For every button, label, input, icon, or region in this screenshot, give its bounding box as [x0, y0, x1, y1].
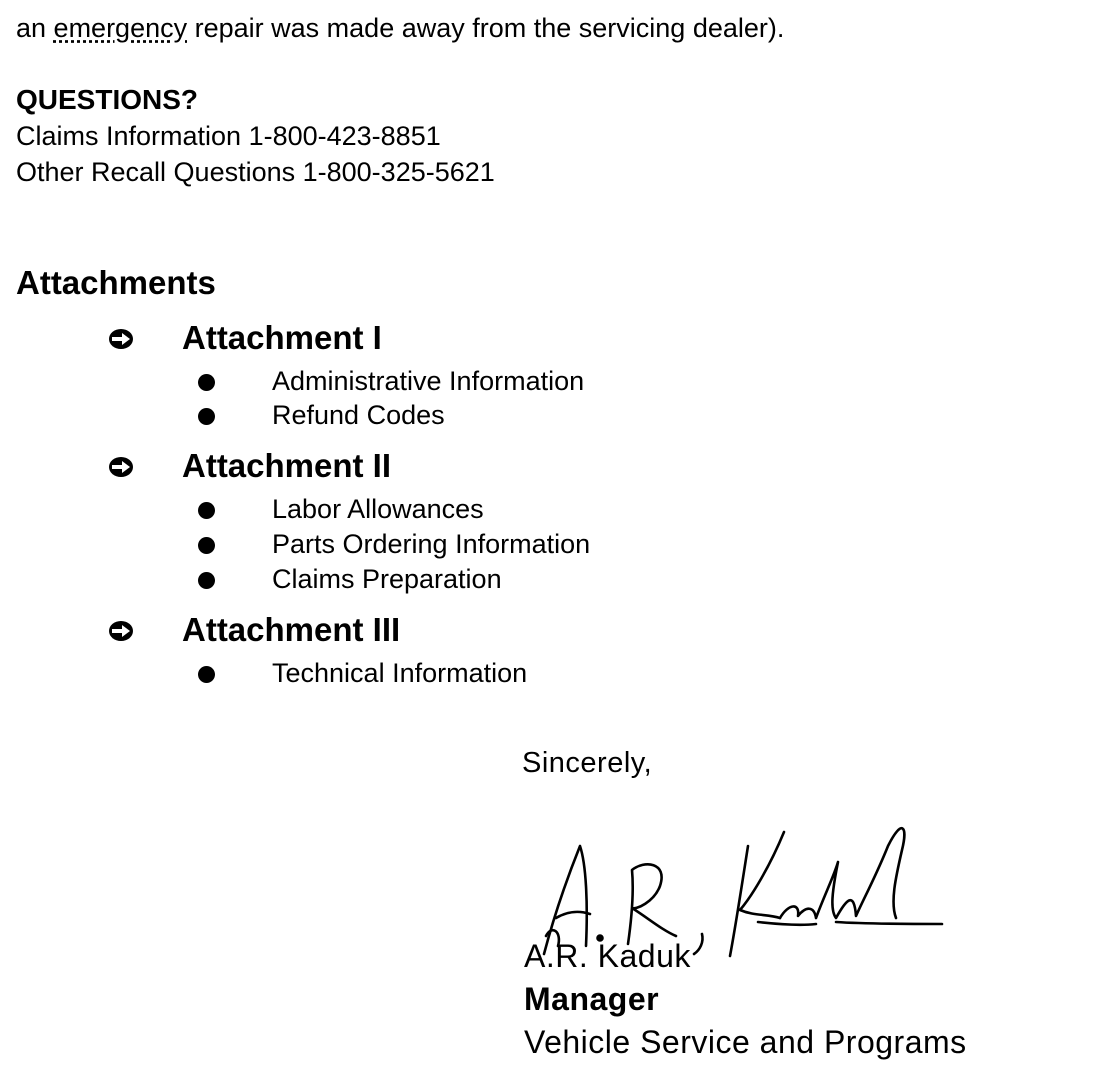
intro-line	[16, 12, 784, 44]
questions-recall-line: Other Recall Questions 1-800-325-5621	[16, 157, 495, 187]
bullet-icon	[198, 572, 215, 589]
bullet-text: Claims Preparation	[272, 564, 502, 594]
questions-claims-line: Claims Information 1-800-423-8851	[16, 121, 441, 151]
signature-block	[522, 740, 1082, 1070]
bullet-text: Refund Codes	[272, 400, 445, 430]
intro-suffix: repair was made away from the servicing dealer).	[187, 13, 785, 43]
bullet-icon	[198, 502, 215, 519]
questions-heading: QUESTIONS?	[16, 84, 199, 115]
intro-prefix: an	[16, 13, 54, 43]
attachment-item	[108, 318, 808, 358]
bullet-item	[198, 364, 798, 398]
bullet-item	[198, 492, 798, 526]
bullet-text: Technical Information	[272, 658, 528, 688]
attachment-item	[108, 446, 808, 486]
intro-underlined-word: emergency	[53, 13, 188, 43]
bullet-item	[198, 656, 798, 690]
circled-arrow-icon	[108, 620, 134, 642]
bullet-text: Parts Ordering Information	[272, 529, 591, 559]
attachment-title: Attachment I	[182, 319, 382, 356]
circled-arrow-icon	[108, 328, 134, 350]
attachment-title: Attachment II	[182, 447, 392, 484]
bullet-item	[198, 562, 798, 596]
signer-title: Manager	[524, 981, 660, 1017]
attachment-title: Attachment III	[182, 611, 401, 648]
attachments-heading: Attachments	[16, 264, 216, 301]
bullet-text: Administrative Information	[272, 366, 585, 396]
bullet-icon	[198, 537, 215, 554]
bullet-item	[198, 527, 798, 561]
closing-salutation: Sincerely,	[522, 747, 653, 779]
bullet-item	[198, 398, 798, 432]
bullet-icon	[198, 408, 215, 425]
attachment-item	[108, 610, 808, 650]
bullet-icon	[198, 666, 215, 683]
signer-department: Vehicle Service and Programs	[524, 1024, 967, 1060]
signer-name: A.R. Kaduk	[524, 938, 691, 974]
bullet-text: Labor Allowances	[272, 494, 484, 524]
circled-arrow-icon	[108, 456, 134, 478]
bullet-icon	[198, 374, 215, 391]
